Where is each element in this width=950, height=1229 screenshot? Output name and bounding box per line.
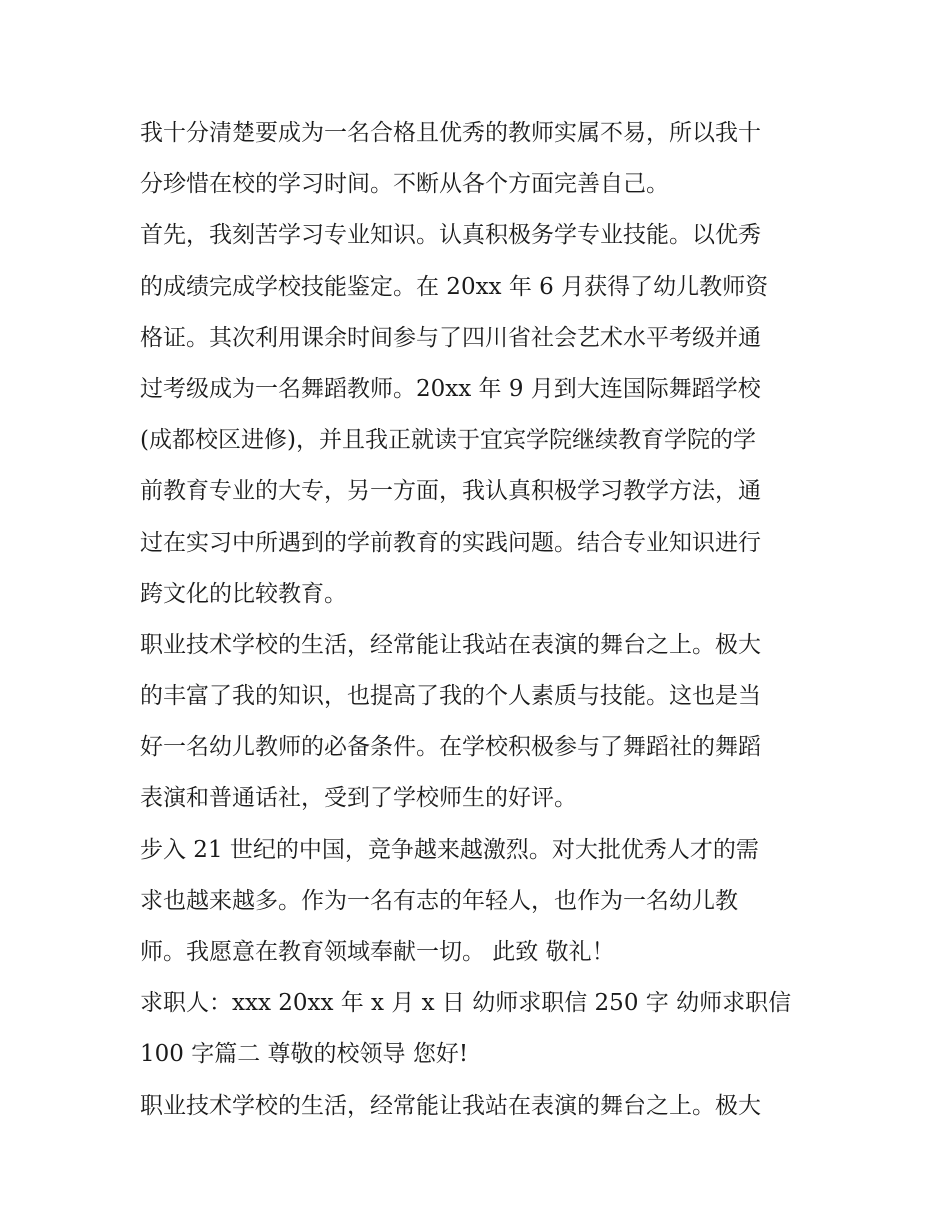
text-line: 前教育专业的大专，另一方面，我认真积极学习教学方法，通 xyxy=(140,478,761,505)
text-line: 首先，我刻苦学习专业知识。认真积极务学专业技能。以优秀 xyxy=(140,222,761,249)
text-line: 好一名幼儿教师的必备条件。在学校积极参与了舞蹈社的舞蹈 xyxy=(140,734,761,761)
text-line: (成都校区进修)，并且我正就读于宜宾学院继续教育学院的学 xyxy=(140,427,756,454)
text-line: 表演和普通话社，受到了学校师生的好评。 xyxy=(140,785,577,812)
text-line: 过在实习中所遇到的学前教育的实践问题。结合专业知识进行 xyxy=(140,529,761,556)
text-line: 100 字篇二 尊敬的校领导 您好! xyxy=(140,1041,469,1068)
text-line: 职业技术学校的生活，经常能让我站在表演的舞台之上。极大 xyxy=(140,1092,761,1119)
text-line: 的成绩完成学校技能鉴定。在 20xx 年 6 月获得了幼儿教师资 xyxy=(140,273,769,300)
text-line: 过考级成为一名舞蹈教师。20xx 年 9 月到大连国际舞蹈学校 xyxy=(140,375,761,402)
document-body xyxy=(140,108,820,1132)
text-line: 求职人：xxx 20xx 年 x 月 x 日 幼师求职信 250 字 幼师求职信 xyxy=(140,990,792,1017)
text-line: 师。我愿意在教育领域奉献一切。 此致 敬礼！ xyxy=(140,939,615,965)
text-line: 格证。其次利用课余时间参与了四川省社会艺术水平考级并通 xyxy=(140,324,761,351)
text-line: 我十分清楚要成为一名合格且优秀的教师实属不易，所以我十 xyxy=(140,120,761,146)
text-line: 分珍惜在校的学习时间。不断从各个方面完善自己。 xyxy=(140,171,669,198)
text-line: 求也越来越多。作为一名有志的年轻人，也作为一名幼儿教 xyxy=(140,887,738,914)
text-line: 跨文化的比较教育。 xyxy=(140,580,347,607)
text-line: 职业技术学校的生活，经常能让我站在表演的舞台之上。极大 xyxy=(140,631,761,658)
text-line: 的丰富了我的知识，也提高了我的个人素质与技能。这也是当 xyxy=(140,683,761,710)
text-line: 步入 21 世纪的中国，竞争越来越激烈。对大批优秀人才的需 xyxy=(140,836,759,863)
